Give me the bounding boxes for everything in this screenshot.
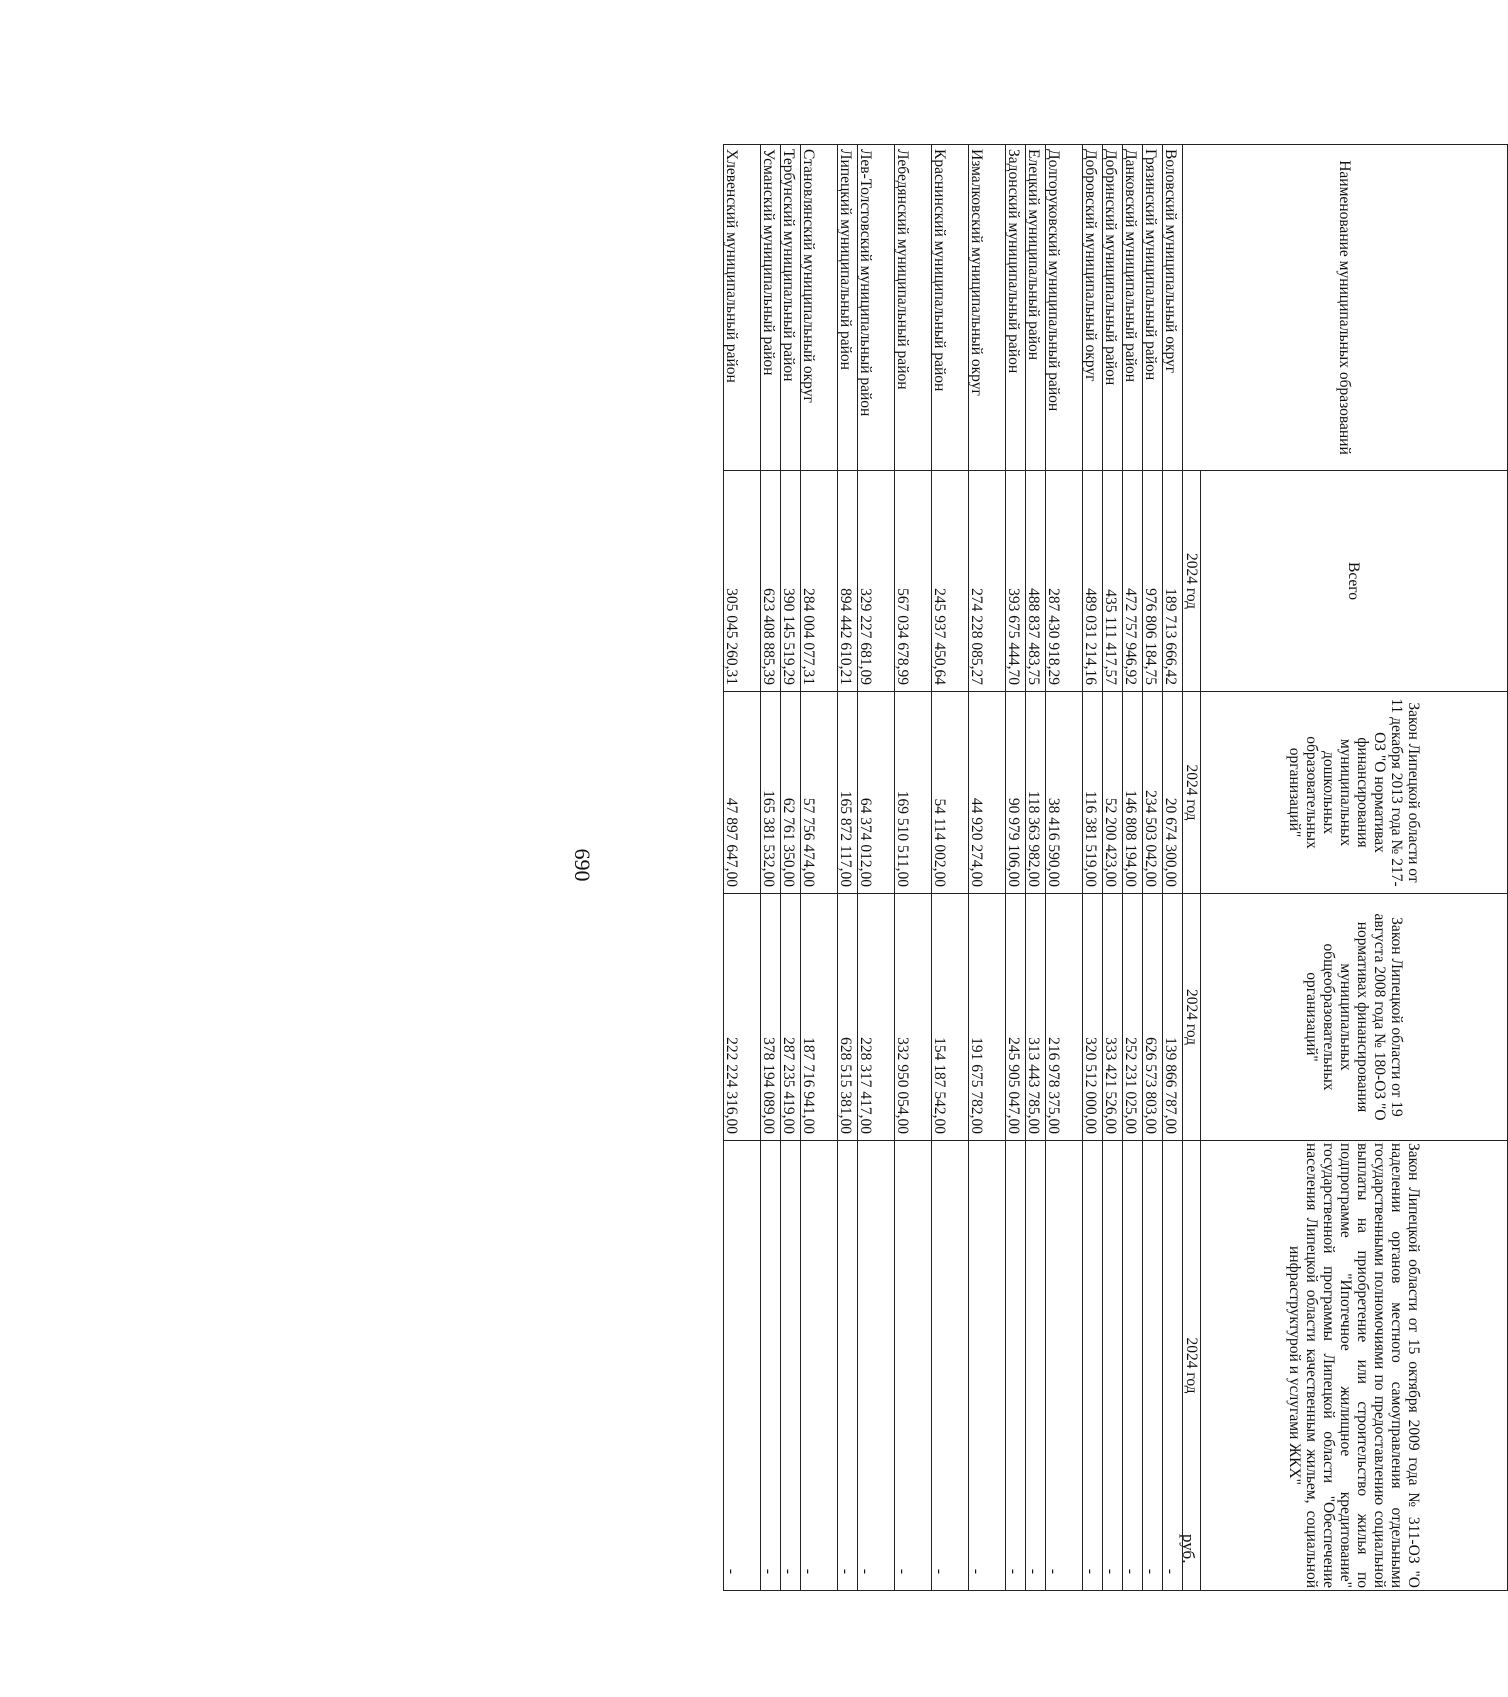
cell-total: 274 228 085,27 — [969, 471, 1006, 692]
cell-law-2008: 332 950 054,00 — [895, 894, 932, 1141]
table-row — [1006, 145, 1026, 1591]
header-row — [1201, 145, 1508, 1591]
cell-total: 488 837 483,75 — [1026, 471, 1046, 692]
header-total: Всего — [1201, 471, 1508, 692]
cell-total: 489 031 214,16 — [1083, 471, 1103, 692]
cell-law-2013: 146 808 194,00 — [1123, 692, 1143, 894]
cell-law-2009: - — [781, 1141, 801, 1591]
cell-name: Тербунский муниципальный район — [781, 145, 801, 471]
cell-law-2013: 165 872 117,00 — [838, 692, 858, 894]
cell-name: Добровский муниципальный округ — [1083, 145, 1103, 471]
cell-name: Грязинский муниципальный район — [1143, 145, 1163, 471]
cell-total: 567 034 678,99 — [895, 471, 932, 692]
year-total: 2024 год — [1183, 471, 1201, 692]
cell-law-2008: 628 515 381,00 — [838, 894, 858, 1141]
header-name: Наименование муниципальных образований — [1183, 145, 1508, 471]
cell-law-2009: - — [1163, 1141, 1183, 1591]
header-law-2013: Закон Липецкой области от 11 декабря 2013 года № 217-ОЗ "О нормативах финансирования муниципальных дошкольных образовательных организаций" — [1201, 692, 1508, 894]
budget-table — [723, 144, 1508, 1591]
cell-law-2013: 52 200 423,00 — [1103, 692, 1123, 894]
cell-law-2009: - — [801, 1141, 838, 1591]
cell-total: 305 045 260,31 — [724, 471, 761, 692]
cell-law-2008: 333 421 526,00 — [1103, 894, 1123, 1141]
page-number: 690 — [570, 848, 595, 882]
cell-law-2013: 62 761 350,00 — [781, 692, 801, 894]
cell-law-2008: 139 866 787,00 — [1163, 894, 1183, 1141]
cell-law-2009: - — [1026, 1141, 1046, 1591]
cell-law-2008: 287 235 419,00 — [781, 894, 801, 1141]
cell-law-2013: 57 756 474,00 — [801, 692, 838, 894]
table-row — [858, 145, 895, 1591]
cell-law-2009: - — [838, 1141, 858, 1591]
cell-total: 189 713 666,42 — [1163, 471, 1183, 692]
table-row — [801, 145, 838, 1591]
header-law-2009: Закон Липецкой области от 15 октября 2009 года № 311-ОЗ "О наделении органов местного самоуправления отдельными государственными полномочиями по предоставлению социальной выплаты на приобретение или строительство жилья по подпрограмме "Ипотечное жилищное кредитование" государственной программы Липецкой области "Обеспечение населения Липецкой области качественным жильем, социальной инфраструктурой и услугами ЖКХ" — [1201, 1141, 1508, 1591]
cell-total: 623 408 885,39 — [761, 471, 781, 692]
cell-name: Добринский муниципальный район — [1103, 145, 1123, 471]
cell-law-2008: 191 675 782,00 — [969, 894, 1006, 1141]
cell-law-2008: 313 443 785,00 — [1026, 894, 1046, 1141]
cell-name: Измалковский муниципальный округ — [969, 145, 1006, 471]
cell-total: 435 111 417,57 — [1103, 471, 1123, 692]
cell-law-2008: 228 317 417,00 — [858, 894, 895, 1141]
cell-law-2013: 169 510 511,00 — [895, 692, 932, 894]
cell-name: Лев-Толстовский муниципальный район — [858, 145, 895, 471]
cell-law-2013: 165 381 532,00 — [761, 692, 781, 894]
cell-name: Воловский муниципальный округ — [1163, 145, 1183, 471]
year-law-2008: 2024 год — [1183, 894, 1201, 1141]
cell-law-2013: 118 363 982,00 — [1026, 692, 1046, 894]
cell-total: 894 442 610,21 — [838, 471, 858, 692]
cell-name: Краснинский муниципальный район — [932, 145, 969, 471]
cell-law-2009: - — [1083, 1141, 1103, 1591]
header-law-2008: Закон Липецкой области от 19 августа 2008 года № 180-ОЗ "О нормативах финансирования муниципальных общеобразовательных организаций" — [1201, 894, 1508, 1141]
table-row — [895, 145, 932, 1591]
cell-law-2009: - — [761, 1141, 781, 1591]
table-row — [761, 145, 781, 1591]
cell-law-2013: 47 897 647,00 — [724, 692, 761, 894]
table-row — [1123, 145, 1143, 1591]
table-row — [969, 145, 1006, 1591]
cell-total: 245 937 450,64 — [932, 471, 969, 692]
cell-law-2009: - — [1143, 1141, 1163, 1591]
year-law-2013: 2024 год — [1183, 692, 1201, 894]
table-row — [1103, 145, 1123, 1591]
cell-total: 284 004 077,31 — [801, 471, 838, 692]
cell-name: Елецкий муниципальный район — [1026, 145, 1046, 471]
cell-law-2009: - — [1103, 1141, 1123, 1591]
cell-law-2013: 38 416 590,00 — [1046, 692, 1083, 894]
cell-total: 393 675 444,70 — [1006, 471, 1026, 692]
table-row — [1143, 145, 1163, 1591]
table-row — [932, 145, 969, 1591]
unit-label: руб. — [1179, 1534, 1198, 1564]
cell-name: Хлевенский муниципальный район — [724, 145, 761, 471]
cell-name: Долгоруковский муниципальный район — [1046, 145, 1083, 471]
cell-name: Задонский муниципальный район — [1006, 145, 1026, 471]
cell-law-2009: - — [895, 1141, 932, 1591]
cell-name: Липецкий муниципальный район — [838, 145, 858, 471]
cell-law-2008: 154 187 542,00 — [932, 894, 969, 1141]
cell-law-2008: 320 512 000,00 — [1083, 894, 1103, 1141]
cell-law-2013: 234 503 042,00 — [1143, 692, 1163, 894]
cell-law-2008: 245 905 047,00 — [1006, 894, 1026, 1141]
cell-law-2009: - — [969, 1141, 1006, 1591]
cell-total: 287 430 918,29 — [1046, 471, 1083, 692]
cell-law-2013: 64 374 012,00 — [858, 692, 895, 894]
table-row — [724, 145, 761, 1591]
cell-law-2008: 626 573 803,00 — [1143, 894, 1163, 1141]
cell-law-2013: 116 381 519,00 — [1083, 692, 1103, 894]
cell-law-2013: 54 114 002,00 — [932, 692, 969, 894]
cell-total: 976 806 184,75 — [1143, 471, 1163, 692]
cell-law-2008: 222 224 316,00 — [724, 894, 761, 1141]
cell-name: Усманский муниципальный район — [761, 145, 781, 471]
table-row — [1163, 145, 1183, 1591]
cell-law-2008: 252 231 025,00 — [1123, 894, 1143, 1141]
cell-law-2008: 216 978 375,00 — [1046, 894, 1083, 1141]
rotated-table-area — [158, 144, 1508, 1590]
cell-name: Лебедянский муниципальный район — [895, 145, 932, 471]
table-row — [838, 145, 858, 1591]
cell-name: Становлянский муниципальный округ — [801, 145, 838, 471]
cell-total: 472 757 946,92 — [1123, 471, 1143, 692]
table-row — [1083, 145, 1103, 1591]
cell-total: 390 145 519,29 — [781, 471, 801, 692]
cell-law-2008: 378 194 089,00 — [761, 894, 781, 1141]
table-row — [781, 145, 801, 1591]
cell-name: Данковский муниципальный район — [1123, 145, 1143, 471]
cell-law-2013: 20 674 300,00 — [1163, 692, 1183, 894]
table-row — [1046, 145, 1083, 1591]
table-row — [1026, 145, 1046, 1591]
cell-law-2008: 187 716 941,00 — [801, 894, 838, 1141]
cell-law-2009: - — [1006, 1141, 1026, 1591]
cell-law-2009: - — [1046, 1141, 1083, 1591]
cell-law-2009: - — [724, 1141, 761, 1591]
year-law-2009: 2024 год — [1183, 1141, 1201, 1591]
cell-law-2009: - — [1123, 1141, 1143, 1591]
cell-law-2013: 44 920 274,00 — [969, 692, 1006, 894]
cell-total: 329 227 681,09 — [858, 471, 895, 692]
cell-law-2009: - — [932, 1141, 969, 1591]
cell-law-2009: - — [858, 1141, 895, 1591]
cell-law-2013: 90 979 106,00 — [1006, 692, 1026, 894]
